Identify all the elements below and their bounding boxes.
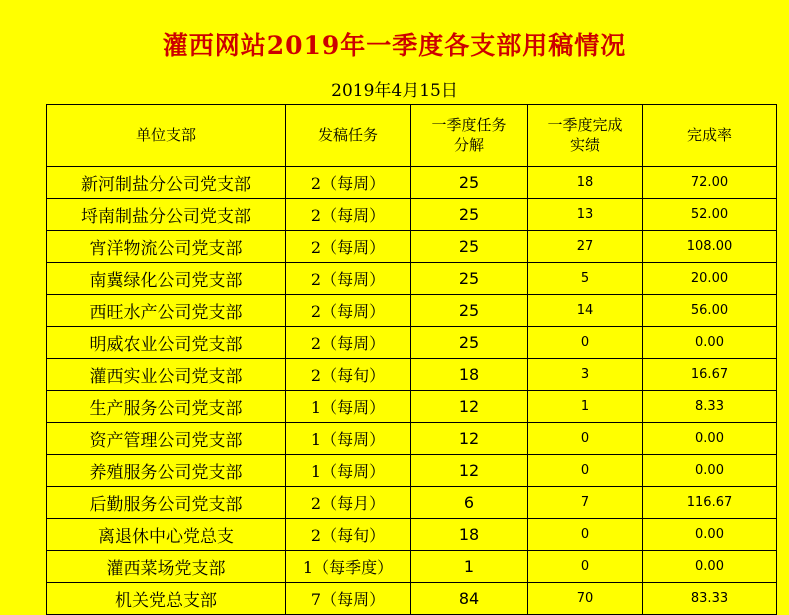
table-row — [47, 455, 777, 487]
table-header — [47, 105, 777, 167]
cell-quarter-done: 27 — [528, 231, 643, 263]
cell-unit: 离退休中心党总支 — [47, 519, 286, 551]
cell-quarter-done: 70 — [528, 583, 643, 615]
cell-quarter-done: 13 — [528, 199, 643, 231]
cell-unit: 资产管理公司党支部 — [47, 423, 286, 455]
cell-completion-rate: 16.67 — [643, 359, 777, 391]
cell-task: 1（每周） — [286, 391, 411, 423]
table-row — [47, 487, 777, 519]
cell-completion-rate: 108.00 — [643, 231, 777, 263]
cell-task: 2（每周） — [286, 167, 411, 199]
cell-quarter-split: 18 — [411, 519, 528, 551]
column-header-quarter-split-line1: 一季度任务 — [431, 116, 507, 134]
cell-task: 2（每周） — [286, 327, 411, 359]
cell-completion-rate: 52.00 — [643, 199, 777, 231]
table-row — [47, 327, 777, 359]
cell-quarter-split: 84 — [411, 583, 528, 615]
table-row — [47, 359, 777, 391]
cell-completion-rate: 0.00 — [643, 519, 777, 551]
cell-quarter-done: 1 — [528, 391, 643, 423]
table-row — [47, 295, 777, 327]
cell-task: 1（每周） — [286, 423, 411, 455]
table-row — [47, 199, 777, 231]
cell-task: 2（每月） — [286, 487, 411, 519]
table-header-row — [47, 105, 777, 167]
report-table — [46, 104, 777, 615]
cell-unit: 埒南制盐分公司党支部 — [47, 199, 286, 231]
page-subtitle: 2019年4月15日 — [331, 81, 458, 101]
cell-unit: 新河制盐分公司党支部 — [47, 167, 286, 199]
table-row — [47, 231, 777, 263]
table-row — [47, 167, 777, 199]
column-header-quarter-split-line2: 分解 — [453, 135, 484, 154]
cell-quarter-split: 25 — [411, 327, 528, 359]
cell-quarter-split: 25 — [411, 231, 528, 263]
cell-task: 7（每周） — [286, 583, 411, 615]
cell-quarter-done: 7 — [528, 487, 643, 519]
cell-completion-rate: 0.00 — [643, 455, 777, 487]
cell-unit: 明威农业公司党支部 — [47, 327, 286, 359]
cell-quarter-split: 25 — [411, 199, 528, 231]
table-row — [47, 519, 777, 551]
cell-quarter-split: 25 — [411, 295, 528, 327]
cell-task: 2（每周） — [286, 263, 411, 295]
table-body — [47, 167, 777, 615]
cell-completion-rate: 56.00 — [643, 295, 777, 327]
cell-quarter-done: 0 — [528, 551, 643, 583]
report-table-container — [46, 104, 743, 615]
cell-completion-rate: 116.67 — [643, 487, 777, 519]
cell-quarter-split: 1 — [411, 551, 528, 583]
cell-unit: 后勤服务公司党支部 — [47, 487, 286, 519]
column-header-quarter-split — [411, 105, 528, 167]
cell-completion-rate: 0.00 — [643, 423, 777, 455]
table-row — [47, 551, 777, 583]
cell-quarter-split: 12 — [411, 455, 528, 487]
column-header-quarter-done-line1: 一季度完成 — [547, 116, 623, 134]
cell-unit: 生产服务公司党支部 — [47, 391, 286, 423]
cell-quarter-done: 0 — [528, 519, 643, 551]
cell-unit: 宵洋物流公司党支部 — [47, 231, 286, 263]
table-row — [47, 391, 777, 423]
cell-task: 1（每周） — [286, 455, 411, 487]
table-row — [47, 263, 777, 295]
cell-quarter-done: 0 — [528, 423, 643, 455]
cell-quarter-done: 0 — [528, 455, 643, 487]
column-header-quarter-done — [528, 105, 643, 167]
cell-completion-rate: 83.33 — [643, 583, 777, 615]
cell-completion-rate: 0.00 — [643, 327, 777, 359]
table-row — [47, 583, 777, 615]
cell-task: 2（每旬） — [286, 519, 411, 551]
cell-quarter-split: 6 — [411, 487, 528, 519]
page-title: 灌西网站2019年一季度各支部用稿情况 — [162, 31, 627, 60]
cell-unit: 机关党总支部 — [47, 583, 286, 615]
cell-completion-rate: 72.00 — [643, 167, 777, 199]
table-row — [47, 423, 777, 455]
cell-quarter-split: 12 — [411, 423, 528, 455]
column-header-quarter-done-line2: 实绩 — [569, 135, 600, 154]
cell-task: 2（每周） — [286, 295, 411, 327]
column-header-task: 发稿任务 — [286, 105, 411, 167]
cell-quarter-done: 0 — [528, 327, 643, 359]
cell-quarter-split: 25 — [411, 167, 528, 199]
cell-quarter-split: 18 — [411, 359, 528, 391]
cell-task: 1（每季度） — [286, 551, 411, 583]
cell-completion-rate: 20.00 — [643, 263, 777, 295]
cell-quarter-done: 5 — [528, 263, 643, 295]
cell-task: 2（每周） — [286, 231, 411, 263]
cell-quarter-split: 12 — [411, 391, 528, 423]
cell-quarter-split: 25 — [411, 263, 528, 295]
cell-unit: 养殖服务公司党支部 — [47, 455, 286, 487]
cell-unit: 西旺水产公司党支部 — [47, 295, 286, 327]
cell-unit: 南冀绿化公司党支部 — [47, 263, 286, 295]
cell-unit: 灌西实业公司党支部 — [47, 359, 286, 391]
cell-task: 2（每旬） — [286, 359, 411, 391]
cell-completion-rate: 0.00 — [643, 551, 777, 583]
cell-quarter-done: 14 — [528, 295, 643, 327]
column-header-completion-rate: 完成率 — [643, 105, 777, 167]
cell-unit: 灌西菜场党支部 — [47, 551, 286, 583]
column-header-unit: 单位支部 — [47, 105, 286, 167]
cell-quarter-done: 18 — [528, 167, 643, 199]
cell-task: 2（每周） — [286, 199, 411, 231]
cell-completion-rate: 8.33 — [643, 391, 777, 423]
cell-quarter-done: 3 — [528, 359, 643, 391]
